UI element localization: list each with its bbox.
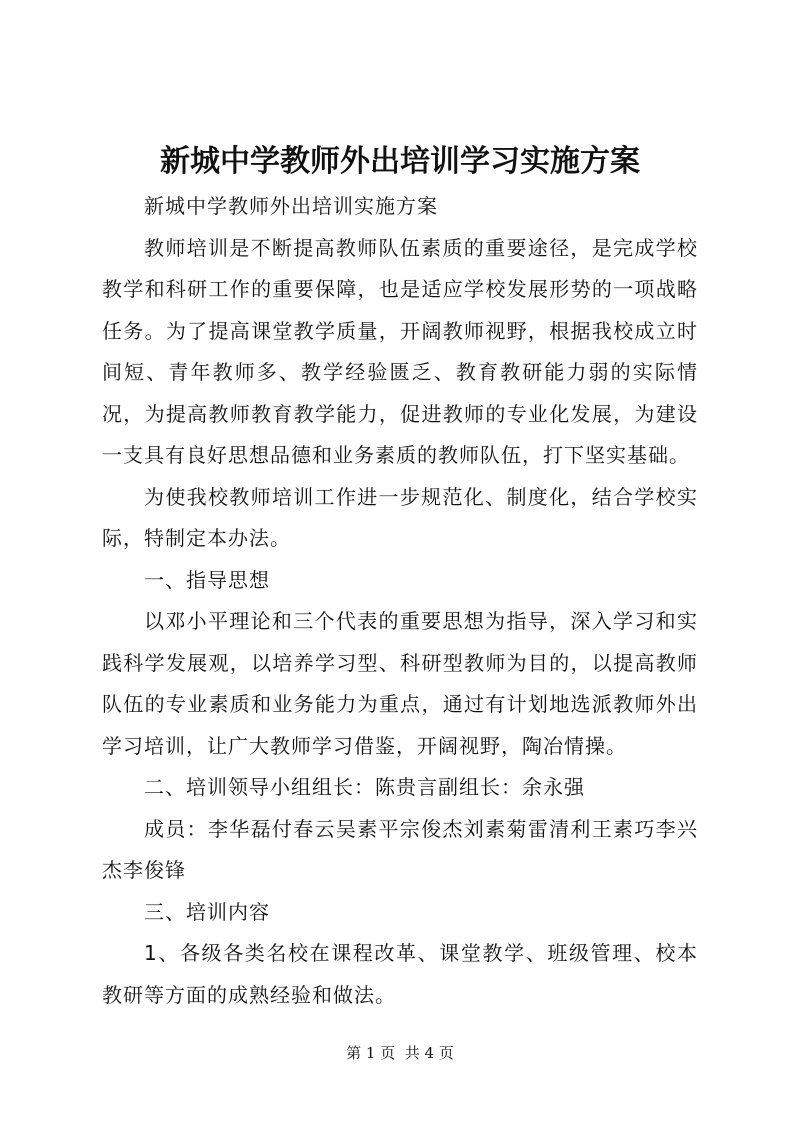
body-paragraph-content-item-1: 1、各级各类名校在课程改革、课堂教学、班级管理、校本教研等方面的成熟经验和做法。 — [102, 941, 698, 1007]
document-body — [102, 186, 698, 1016]
document-title: 新城中学教师外出培训学习实施方案 — [160, 144, 640, 179]
page-number-label: 第 1 页 共 4 页 — [346, 1044, 454, 1062]
section-heading-guiding-thought: 一、指导思想 — [144, 567, 270, 592]
section-heading-leadership-group: 二、培训领导小组组长：陈贵言副组长：余永强 — [144, 775, 585, 799]
page-footer — [0, 1043, 800, 1063]
body-paragraph-intro: 教师培训是不断提高教师队伍素质的重要途径，是完成学校教学和科研工作的重要保障，也是适应学校发展形势的一项战略任务。为了提高课堂教学质量，开阔教师视野，根据我校成立时间短、青年教师多、教学经验匮乏、教育教研能力弱的实际情况，为提高教师教育教学能力，促进教师的专业化发展，为建设一支具有良好思想品德和业务素质的教师队伍，打下坚实基础。 — [102, 235, 698, 467]
body-paragraph-members: 成员：李华磊付春云吴素平宗俊杰刘素菊雷清利王素巧李兴杰李俊锋 — [102, 816, 698, 882]
body-paragraph-purpose: 为使我校教师培训工作进一步规范化、制度化，结合学校实际，特制定本办法。 — [102, 484, 698, 550]
body-paragraph-guiding-thought: 以邓小平理论和三个代表的重要思想为指导，深入学习和实践科学发展观，以培养学习型、科研型教师为目的，以提高教师队伍的专业素质和业务能力为重点，通过有计划地选派教师外出学习培训，让广大教师学习借鉴，开阔视野，陶冶情操。 — [102, 609, 698, 758]
body-paragraph-subtitle: 新城中学教师外出培训实施方案 — [144, 194, 438, 218]
section-heading-training-content: 三、培训内容 — [144, 899, 270, 924]
